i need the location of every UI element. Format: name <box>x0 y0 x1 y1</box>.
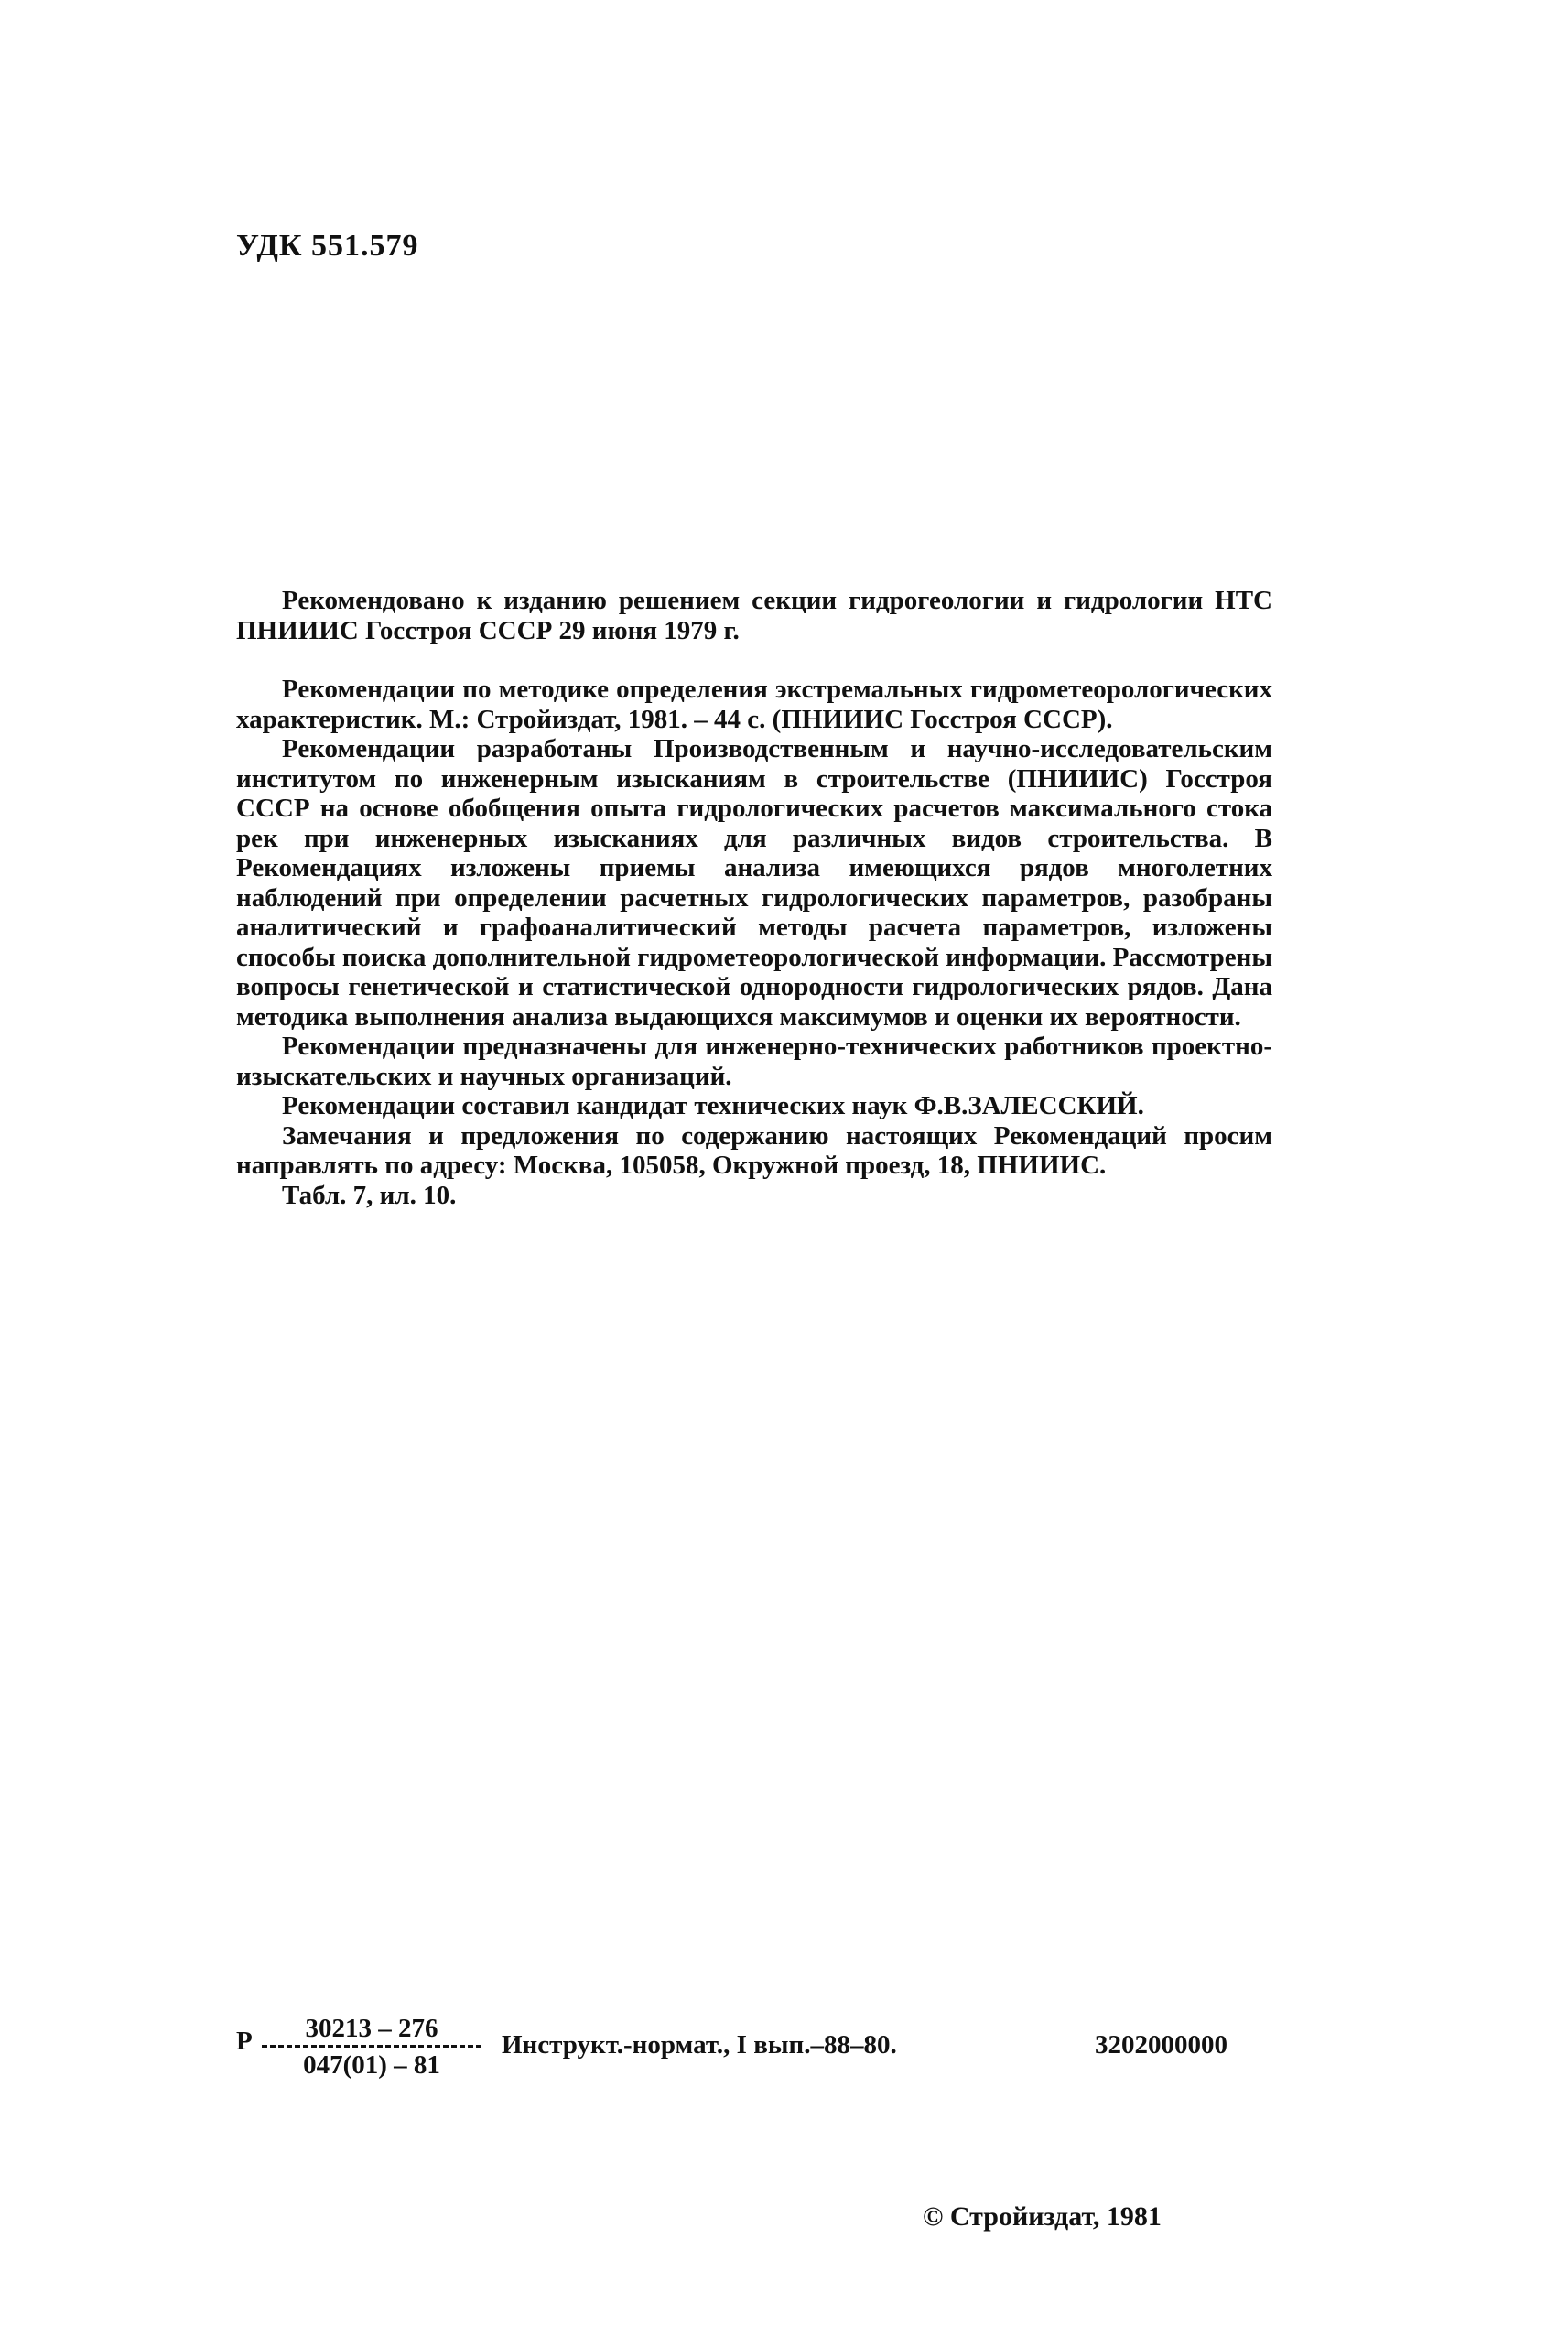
publication-series: Инструкт.-нормат., I вып.–88–80. <box>502 2030 897 2060</box>
udk-code: УДК 551.579 <box>236 229 419 263</box>
publication-code-denominator: 047(01) – 81 <box>303 2050 440 2080</box>
feedback-address-paragraph: Замечания и предложения по содержанию настоящих Рекомендаций просим направлять по адресу: Москва, 105058, Окружной проезд, 18, ПНИИИС. <box>236 1120 1272 1180</box>
tables-figures-count: Табл. 7, ил. 10. <box>282 1180 457 1210</box>
copyright-notice: © Стройиздат, 1981 <box>923 2201 1162 2232</box>
recommendation-note: Рекомендовано к изданию решением секции гидрогеологии и гидрологии НТС ПНИИИС Госстроя СССР 29 июня 1979 г. <box>236 586 1272 645</box>
abstract-paragraph: Рекомендации разработаны Производственным и научно-исследовательским институтом по инженерным изысканиям в строительстве (ПНИИИС) Госстроя СССР на основе обобщения опыта гидрологических расчетов максимального стока рек при инженерных изысканиях для различных видов строительства. В Рекомендациях изложены приемы анализа имеющихся рядов многолетних наблюдений при определении расчетных гидрологических параметров, разобраны аналитический и графоаналитический методы расчета параметров, изложены способы поиска дополнительной гидрометеорологической информации. Рассмотрены вопросы генетической и статистической однородности гидрологических рядов. Дана методика выполнения анализа выдающихся максимумов и оценки их вероятности. <box>236 734 1272 1032</box>
annotation-block <box>236 586 1272 1210</box>
author-paragraph: Рекомендации составил кандидат технических наук Ф.В.ЗАЛЕССКИЙ. <box>282 1091 1144 1120</box>
publication-index: 3202000000 <box>1095 2030 1227 2060</box>
publication-code-letter: Р <box>236 2027 253 2056</box>
bibliographic-description: Рекомендации по методике определения экстремальных гидрометеорологических характеристик. М.: Стройиздат, 1981. – 44 с. (ПНИИИС Госстроя СССР). <box>236 675 1272 734</box>
publication-code-fraction <box>262 2014 481 2081</box>
publication-code-numerator: 30213 – 276 <box>262 2014 481 2048</box>
publication-code <box>236 2014 1272 2087</box>
audience-paragraph: Рекомендации предназначены для инженерно-технических работников проектно-изыскательских и научных организаций. <box>236 1032 1272 1091</box>
